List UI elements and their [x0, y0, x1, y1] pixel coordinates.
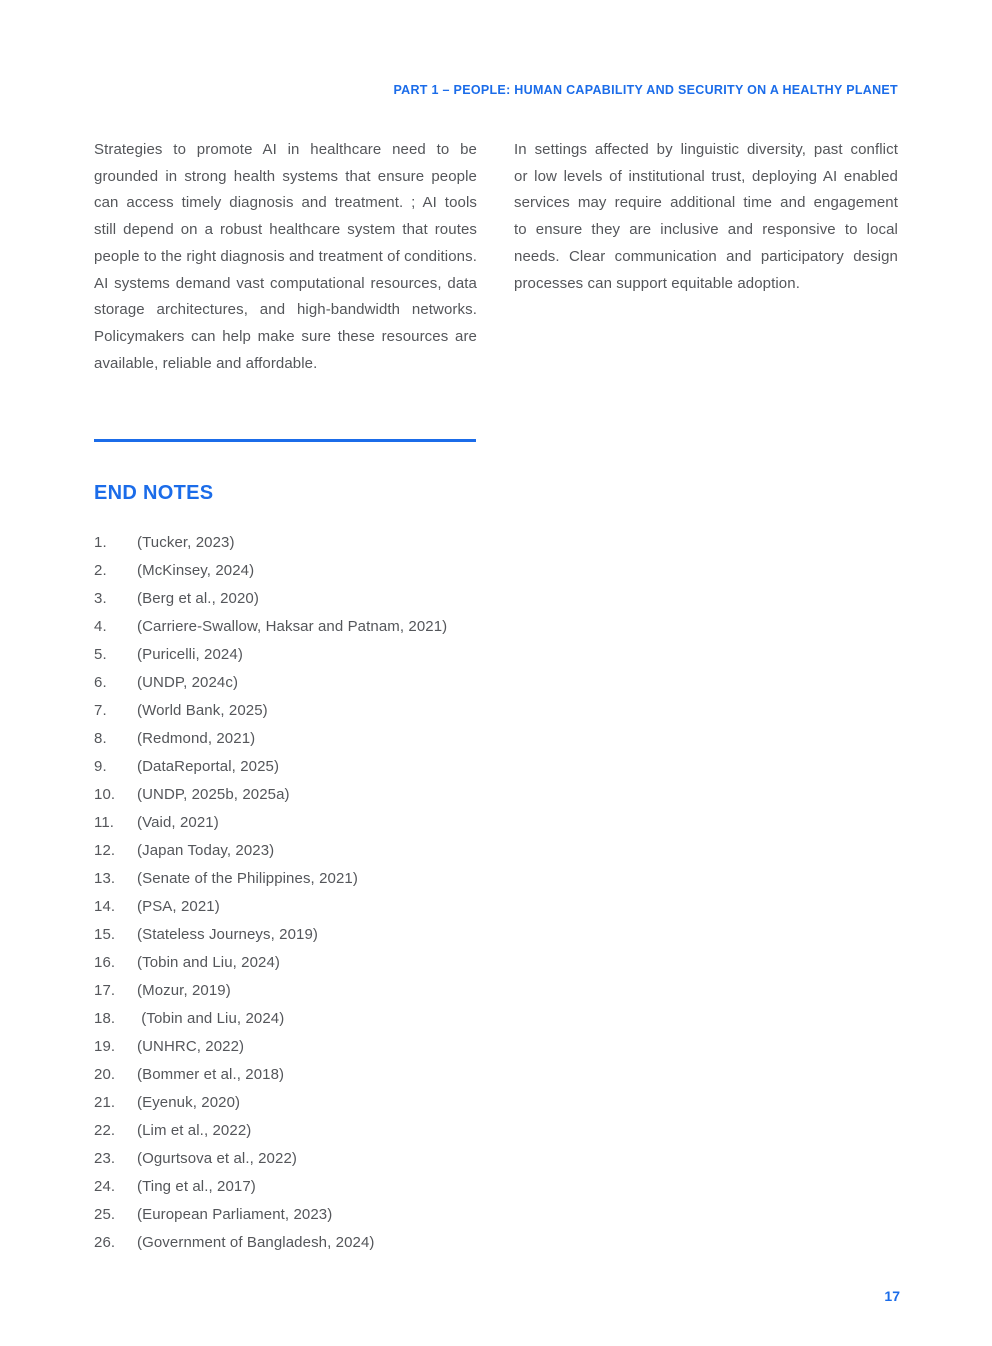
paragraph-line: grounded in strong health systems that ensure people: [94, 167, 477, 185]
endnote-citation: (Vaid, 2021): [137, 814, 219, 831]
endnote-item: [94, 641, 898, 669]
paragraph-line: processes can support equitable adoption.: [514, 274, 800, 292]
endnote-item: [94, 669, 898, 697]
paragraph-line: can access timely diagnosis and treatment. ; AI tools: [94, 194, 477, 212]
endnote-citation: (UNDP, 2024c): [137, 674, 239, 691]
endnote-item: [94, 613, 898, 641]
endnote-citation: (Stateless Journeys, 2019): [137, 926, 319, 943]
endnote-item: [94, 921, 898, 949]
endnote-item: [94, 1033, 898, 1061]
paragraph-line: to ensure they are inclusive and responsive to local: [514, 221, 898, 239]
endnote-citation: (Japan Today, 2023): [137, 842, 275, 859]
body-paragraph-left: [94, 137, 477, 377]
paragraph-line: Policymakers can help make sure these resources are: [94, 327, 477, 345]
endnote-citation: (World Bank, 2025): [137, 702, 268, 719]
endnote-number: 23.: [94, 1150, 116, 1167]
endnote-item: [94, 1145, 898, 1173]
endnote-citation: (European Parliament, 2023): [137, 1206, 333, 1223]
endnote-citation: (McKinsey, 2024): [137, 562, 255, 579]
paragraph-line: In settings affected by linguistic diversity, past conflict: [514, 141, 898, 158]
section-divider-rule: [94, 439, 476, 442]
endnote-item: [94, 1173, 898, 1201]
endnote-number: 26.: [94, 1234, 116, 1251]
endnote-citation: (Ogurtsova et al., 2022): [137, 1150, 297, 1167]
paragraph-line: or low levels of institutional trust, deploying AI enabled: [514, 167, 898, 185]
endnote-number: 1.: [94, 534, 107, 551]
body-columns: [94, 137, 898, 377]
endnote-citation: (UNDP, 2025b, 2025a): [137, 786, 290, 803]
endnotes-list: [94, 529, 898, 1257]
endnote-citation: (Tucker, 2023): [137, 534, 235, 551]
endnote-item: [94, 1061, 898, 1089]
endnote-number: 16.: [94, 954, 116, 971]
paragraph-line: services may require additional time and engagement: [514, 194, 898, 212]
endnote-number: 15.: [94, 926, 116, 943]
endnote-item: [94, 781, 898, 809]
body-paragraph-right: [514, 137, 898, 377]
endnote-citation: (Carriere-Swallow, Haksar and Patnam, 2021): [137, 618, 448, 635]
endnote-citation: (Redmond, 2021): [137, 730, 256, 747]
endnote-number: 9.: [94, 758, 107, 775]
endnotes-heading: END NOTES: [94, 482, 214, 504]
endnote-number: 14.: [94, 898, 116, 915]
paragraph-line: Strategies to promote AI in healthcare need to be: [94, 141, 477, 158]
endnote-item: [94, 753, 898, 781]
endnote-number: 18.: [94, 1010, 116, 1027]
endnote-item: [94, 977, 898, 1005]
endnote-citation: (Mozur, 2019): [137, 982, 231, 999]
endnote-number: 22.: [94, 1122, 116, 1139]
endnote-number: 19.: [94, 1038, 116, 1055]
endnote-number: 21.: [94, 1094, 116, 1111]
endnote-item: [94, 1089, 898, 1117]
endnote-number: 20.: [94, 1066, 116, 1083]
endnote-number: 6.: [94, 674, 107, 691]
endnote-item: [94, 1229, 898, 1257]
endnote-number: 10.: [94, 786, 116, 803]
endnote-citation: (DataReportal, 2025): [137, 758, 280, 775]
endnote-number: 24.: [94, 1178, 116, 1195]
endnote-item: [94, 557, 898, 585]
endnote-item: [94, 1201, 898, 1229]
endnote-item: [94, 697, 898, 725]
endnote-item: [94, 1117, 898, 1145]
endnote-item: [94, 809, 898, 837]
endnote-number: 7.: [94, 702, 107, 719]
endnote-number: 3.: [94, 590, 107, 607]
endnote-item: [94, 529, 898, 557]
endnote-citation: (Senate of the Philippines, 2021): [137, 870, 358, 887]
page-number: 17: [884, 1288, 900, 1304]
endnote-citation: (Tobin and Liu, 2024): [137, 1010, 285, 1027]
endnote-item: [94, 865, 898, 893]
endnote-citation: (Lim et al., 2022): [137, 1122, 252, 1139]
paragraph-line: needs. Clear communication and participatory design: [514, 247, 898, 265]
endnote-number: 12.: [94, 842, 116, 859]
endnote-item: [94, 893, 898, 921]
endnote-citation: (PSA, 2021): [137, 898, 220, 915]
endnote-citation: (Bommer et al., 2018): [137, 1066, 285, 1083]
endnote-item: [94, 949, 898, 977]
endnote-item: [94, 725, 898, 753]
endnote-citation: (Berg et al., 2020): [137, 590, 259, 607]
endnote-citation: (Government of Bangladesh, 2024): [137, 1234, 375, 1251]
endnote-number: 5.: [94, 646, 107, 663]
endnote-number: 11.: [94, 814, 115, 831]
endnote-number: 17.: [94, 982, 116, 999]
paragraph-line: storage architectures, and high-bandwidth networks.: [94, 301, 477, 319]
endnote-citation: (Eyenuk, 2020): [137, 1094, 241, 1111]
endnote-item: [94, 1005, 898, 1033]
endnote-number: 2.: [94, 562, 107, 579]
endnote-number: 25.: [94, 1206, 116, 1223]
endnote-citation: (Puricelli, 2024): [137, 646, 243, 663]
endnote-number: 13.: [94, 870, 116, 887]
paragraph-line: available, reliable and affordable.: [94, 354, 318, 372]
endnote-item: [94, 837, 898, 865]
paragraph-line: people to the right diagnosis and treatment of conditions.: [94, 247, 477, 265]
running-header: PART 1 – PEOPLE: HUMAN CAPABILITY AND SECURITY ON A HEALTHY PLANET: [393, 83, 898, 97]
paragraph-line: AI systems demand vast computational resources, data: [94, 274, 477, 292]
endnote-citation: (Ting et al., 2017): [137, 1178, 256, 1195]
endnote-citation: (Tobin and Liu, 2024): [137, 954, 281, 971]
endnote-number: 8.: [94, 730, 107, 747]
paragraph-line: still depend on a robust healthcare system that routes: [94, 221, 477, 239]
endnote-number: 4.: [94, 618, 107, 635]
endnote-citation: (UNHRC, 2022): [137, 1038, 245, 1055]
endnote-item: [94, 585, 898, 613]
